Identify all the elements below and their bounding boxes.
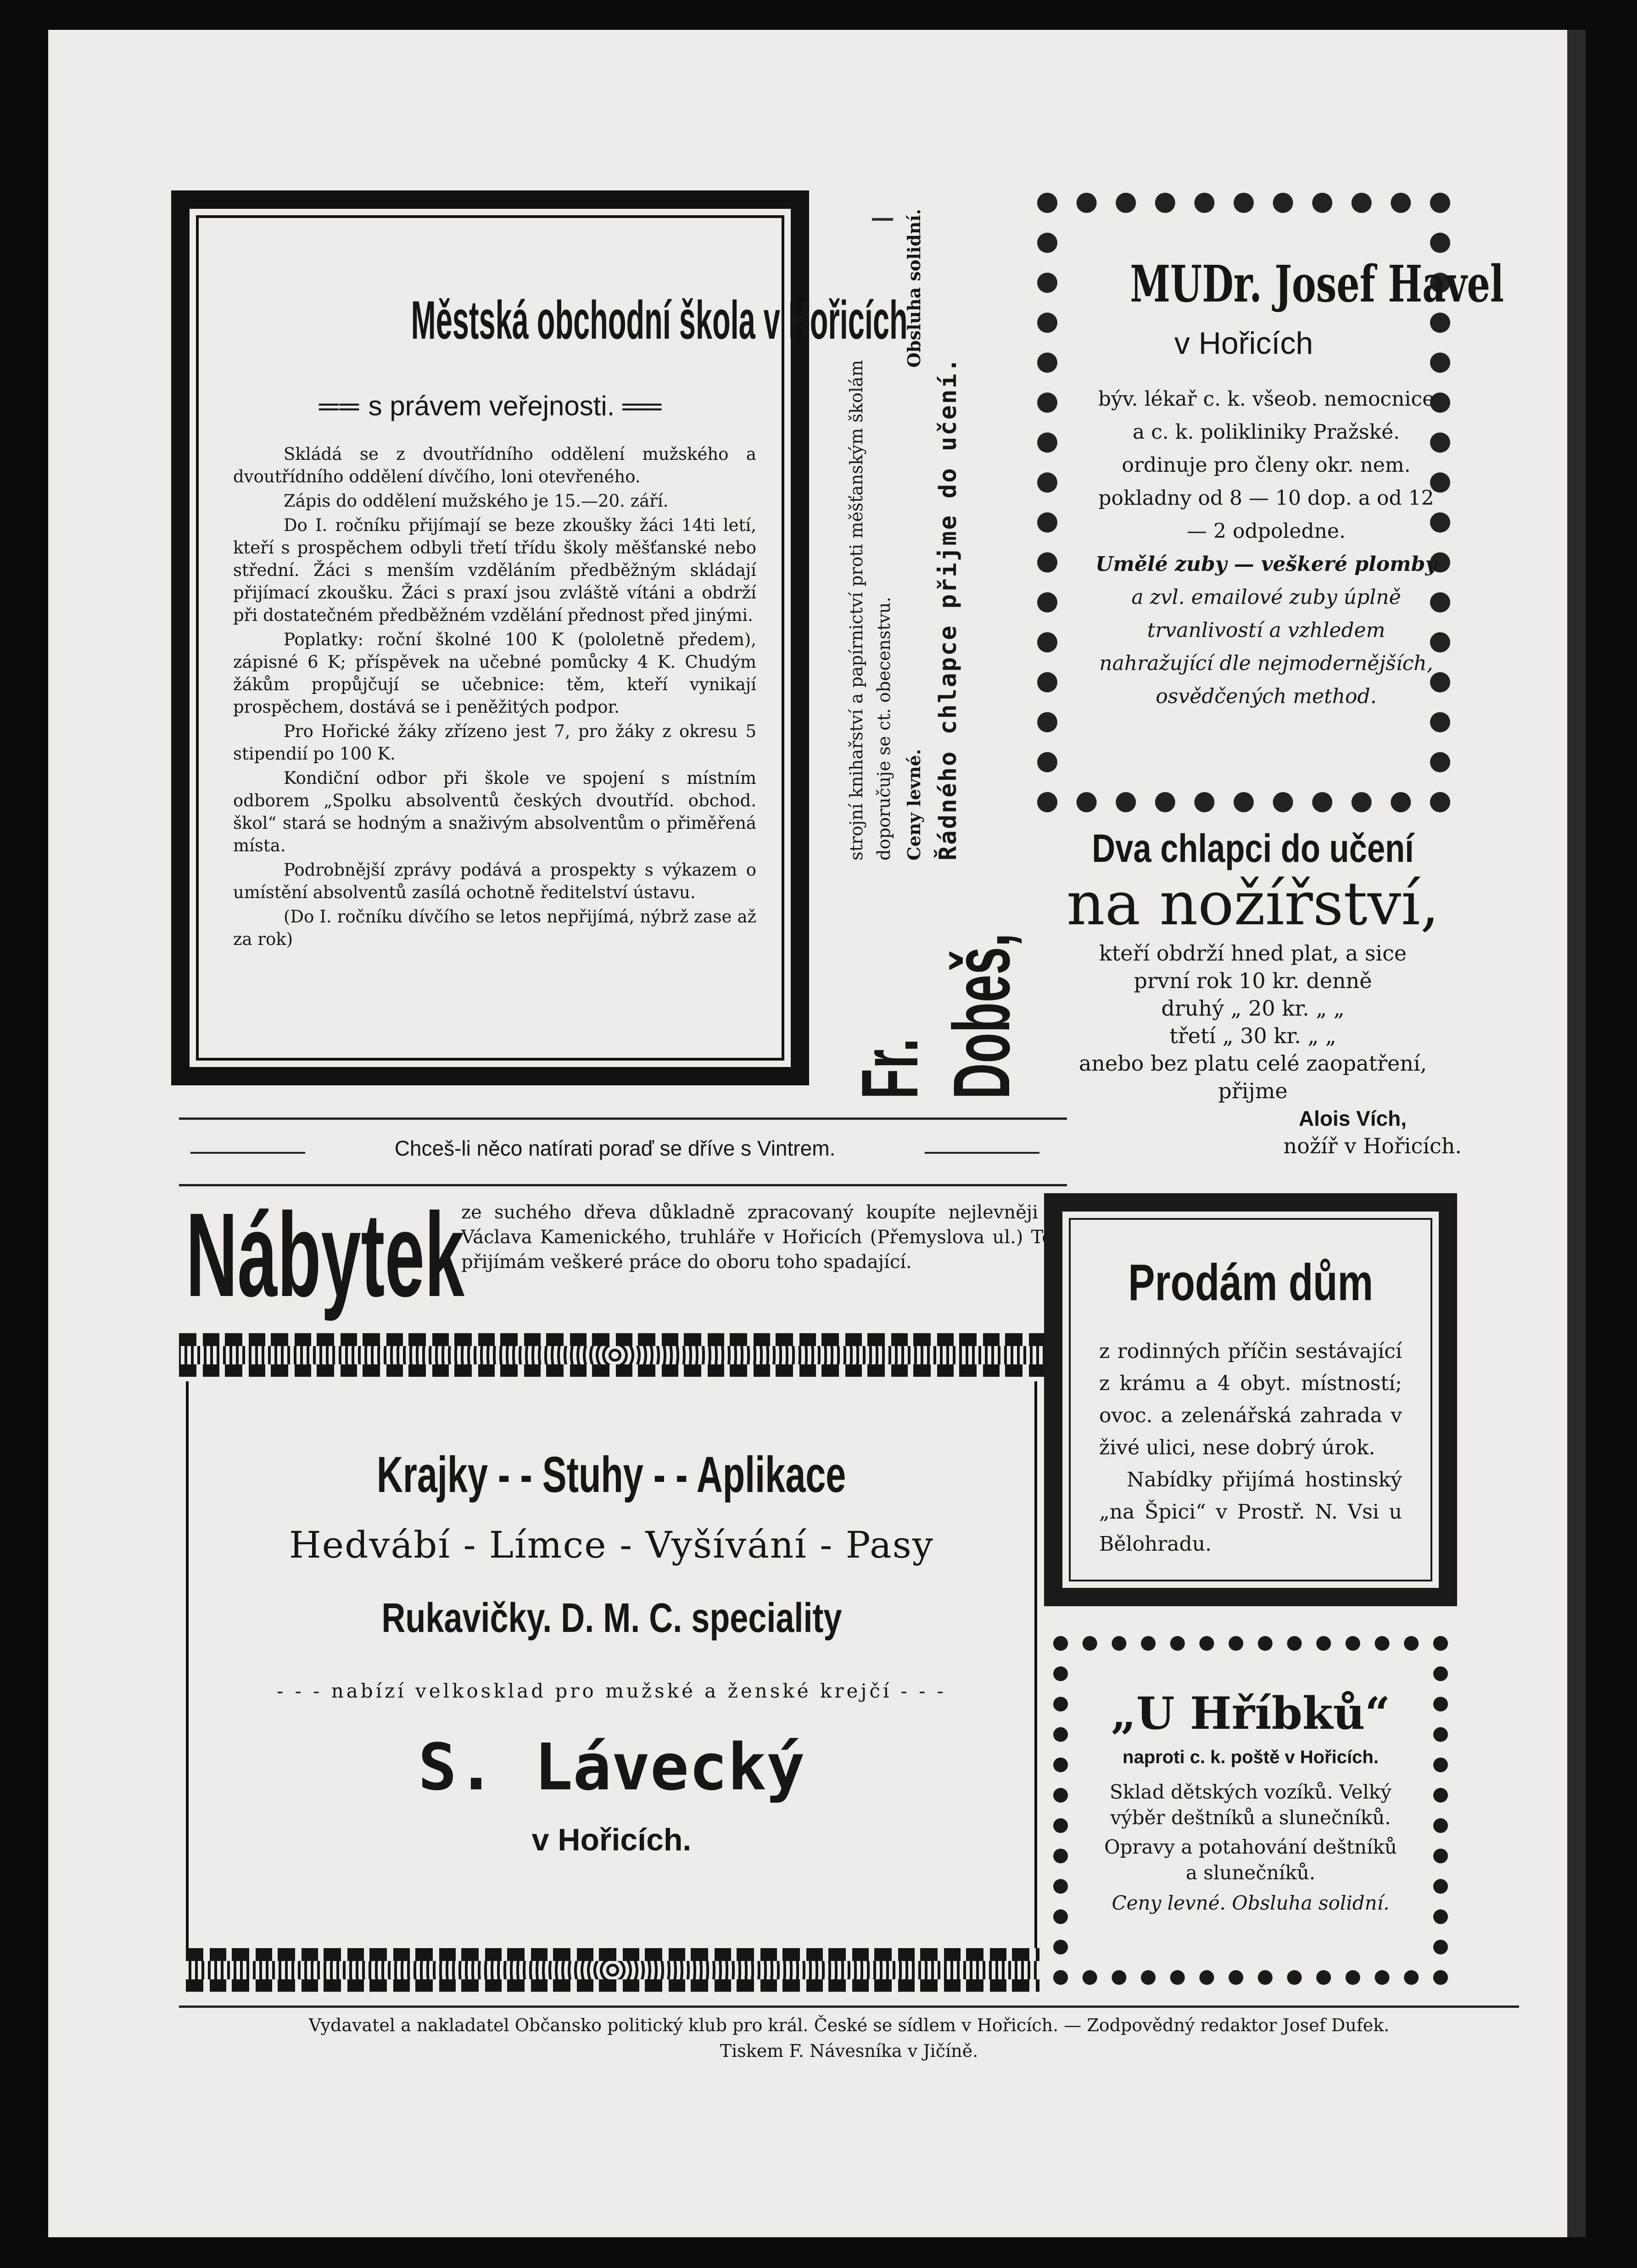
- hribku-ad: [1053, 1636, 1448, 1985]
- page-edge: [1567, 30, 1586, 2237]
- furniture-ad: [186, 1189, 1067, 1322]
- ornament-band-top: [179, 1333, 1051, 1377]
- apprentice-ad: Dva chlapci do učení na nožířství, kteří obdrží hned plat, a sice první rok 10 kr. denně druhý „ 20 kr. „ „ třetí „ 30 kr. „ „ anebo bez platu celé zaopatření, přijme Alois Vích, nožíř v Hořicích.: [1066, 827, 1462, 1158]
- havel-body: býv. lékař c. k. všeob. nemocnice a c. k. polikliniky Pražské. ordinuje pro členy okr. nem. pokladny od 8 — 10 dop. a od 12 — 2 odpoledne. Umělé zuby — veškeré plomby a zvl. emailové zuby úplně trvanlivostí a vzhledem nahražující dle nejmodernějších, osvědčených method.: [1095, 387, 1437, 708]
- school-p6: Kondiční odbor při škole ve spojení s místním odborem „Spolku absolventů českých dvoutříd. obchod. škol“ stará se hodným a snaživým absolventům o přiměřená místa.: [233, 768, 756, 855]
- hribku-subtitle: naproti c. k. poště v Hořicích.: [1123, 1747, 1379, 1767]
- dobes-ad: [844, 209, 1037, 1099]
- vintr-line: Chceš-li něco natírati poraď se dříve s Vintrem.: [190, 1136, 1039, 1168]
- lavecky-place: v Hořicích.: [531, 1822, 692, 1857]
- furniture-title: Nábytek: [186, 1189, 464, 1322]
- separator-rule-2: [179, 1184, 1067, 1186]
- school-p7: Podrobnější zprávy podává a prospekty s výkazem o umístění absolventů zasílá ochotně ředitelství ústavu.: [233, 860, 756, 902]
- school-body: [233, 443, 756, 952]
- school-p1: Skládá se z dvoutřídního oddělení mužského a dvoutřídního oddělení dívčího, loni otevřeného.: [233, 444, 756, 486]
- newspaper-page: [48, 30, 1586, 2237]
- footer: Vydavatel a nakladatel Občansko politický klub pro král. České se sídlem v Hořicích. — Zodpovědný redaktor Josef Dufek. Tiskem F. Návesníka v Jičíně.: [308, 2015, 1390, 2061]
- school-title: Městská obchodní škola v Hořicích: [411, 290, 908, 351]
- hribku-text: Sklad dětských vozíků. Velký výběr deštníků a slunečníků. Opravy a potahování deštníků a slunečníků. Ceny levné. Obsluha solidní.: [1104, 1781, 1397, 1914]
- furniture-text: ze suchého dřeva důkladně zpracovaný koupíte nejlevněji u Václava Kamenického, truhláře v Hořicích (Přemyslova ul.) Též přijímám veškeré práce do oboru toho spadající.: [461, 1202, 1062, 1273]
- school-p3: Do I. ročníku přijímají se beze zkoušky žáci 14ti letí, kteří s prospěchem odbyli třetí třídu školy měšťanské nebo střední. Žáci s menším vzděláním předběžným skládají přijímací zkoušku. Žáci s praxí jsou zvláště vítáni a obdrží při dostatečném předběžném vzdělání přednost před jinými.: [233, 515, 756, 625]
- footer-rule: [179, 2005, 1519, 2008]
- lavecky-line2: Hedvábí - Límce - Vyšívání - Pasy: [289, 1524, 934, 1566]
- lavecky-line4: - - - nabízí velkosklad pro mužské a ženské krejčí - - -: [277, 1680, 946, 1702]
- ornament-band-bottom: [186, 1948, 1039, 1992]
- lavecky-ad: [186, 1381, 1037, 1955]
- school-p4: Poplatky: roční školné 100 K (pololetně předem), zápisné 6 K; příspěvek na učebné pomůcky 4 K. Chudým žákům propůjčují se učebnice: těm, kteří vynikají prospěchem, dostává se i peněžitých podpor.: [233, 630, 756, 717]
- house-sale-text: z rodinných příčin sestávající z krámu a 4 obyt. místností; ovoc. a zelenářská zahrada v živé ulici, nese dobrý úrok. Nabídky přijímá hostinský „na Špici“ v Prostř. N. Vsi u Bělohradu.: [1099, 1340, 1402, 1556]
- lavecky-line1: Krajky - - Stuhy - - Aplikace: [377, 1447, 846, 1503]
- hribku-title: „U Hříbků“: [1111, 1687, 1391, 1739]
- school-p2: Zápis do oddělení mužského je 15.—20. září.: [284, 491, 669, 511]
- separator-rule: [179, 1117, 1067, 1120]
- lavecky-name: S. Lávecký: [418, 1730, 805, 1805]
- lavecky-line3: Rukavičky. D. M. C. speciality: [381, 1595, 842, 1641]
- havel-place: v Hořicích: [1174, 326, 1313, 361]
- house-sale-title: Prodám dům: [1128, 1254, 1373, 1311]
- dobes-name: Fr. Dobeš,: [845, 933, 1027, 1099]
- dobes-text: strojní knihařství a papírnictví proti měšťanským školám doporučuje se ct. obecenstvu. Ceny levné. Obsluha solidní. Řádného chlapce přijme do učení.: [846, 209, 962, 860]
- havel-ad: [1037, 193, 1504, 812]
- school-p5: Pro Hořické žáky zřízeno jest 7, pro žáky z okresu 5 stipendií po 100 K.: [233, 721, 756, 764]
- havel-name: MUDr. Josef Havel: [1130, 254, 1504, 313]
- house-sale-ad: [1044, 1193, 1457, 1606]
- school-p8: (Do I. ročníku dívčího se letos nepřijímá, nýbrž zase až za rok): [233, 907, 756, 949]
- school-subtitle: ══ s právem veřejnosti. ══: [318, 391, 662, 421]
